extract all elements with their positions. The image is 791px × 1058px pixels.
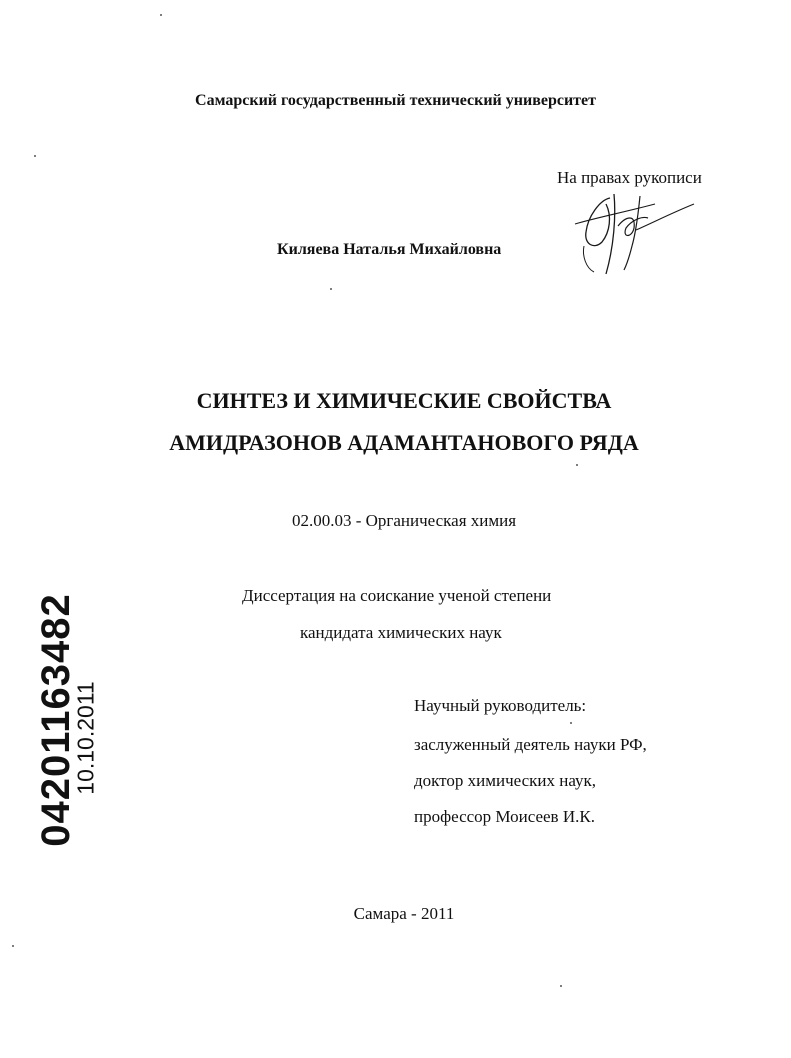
scan-speck [576, 464, 578, 466]
author-signature [570, 186, 700, 281]
scan-speck [570, 722, 572, 724]
university-name: Самарский государственный технический университет [195, 92, 596, 109]
supervisor-title: заслуженный деятель науки РФ, [414, 735, 647, 754]
supervisor-heading: Научный руководитель: [414, 696, 587, 715]
degree-line-1: Диссертация на соискание ученой степени [242, 586, 552, 605]
scan-speck [330, 288, 332, 290]
degree-line-2: кандидата химических наук [300, 623, 502, 642]
scan-speck [12, 945, 14, 947]
scan-speck [160, 14, 162, 16]
scan-speck [34, 155, 36, 157]
library-stamp-code: 04201163482 [34, 593, 78, 847]
supervisor-degree: доктор химических наук, [414, 771, 597, 790]
supervisor-name: профессор Моисеев И.К. [414, 807, 595, 826]
specialty-code: 02.00.03 - Органическая химия [291, 511, 517, 530]
dissertation-title-line-1: СИНТЕЗ И ХИМИЧЕСКИЕ СВОЙСТВА [196, 388, 612, 413]
manuscript-rights-note: На правах рукописи [557, 168, 702, 187]
library-stamp-date: 10.10.2011 [72, 681, 99, 795]
city-year: Самара - 2011 [353, 904, 455, 923]
scan-speck [560, 985, 562, 987]
dissertation-title-line-2: АМИДРАЗОНОВ АДАМАНТАНОВОГО РЯДА [169, 430, 639, 455]
author-name: Киляева Наталья Михайловна [277, 241, 502, 258]
